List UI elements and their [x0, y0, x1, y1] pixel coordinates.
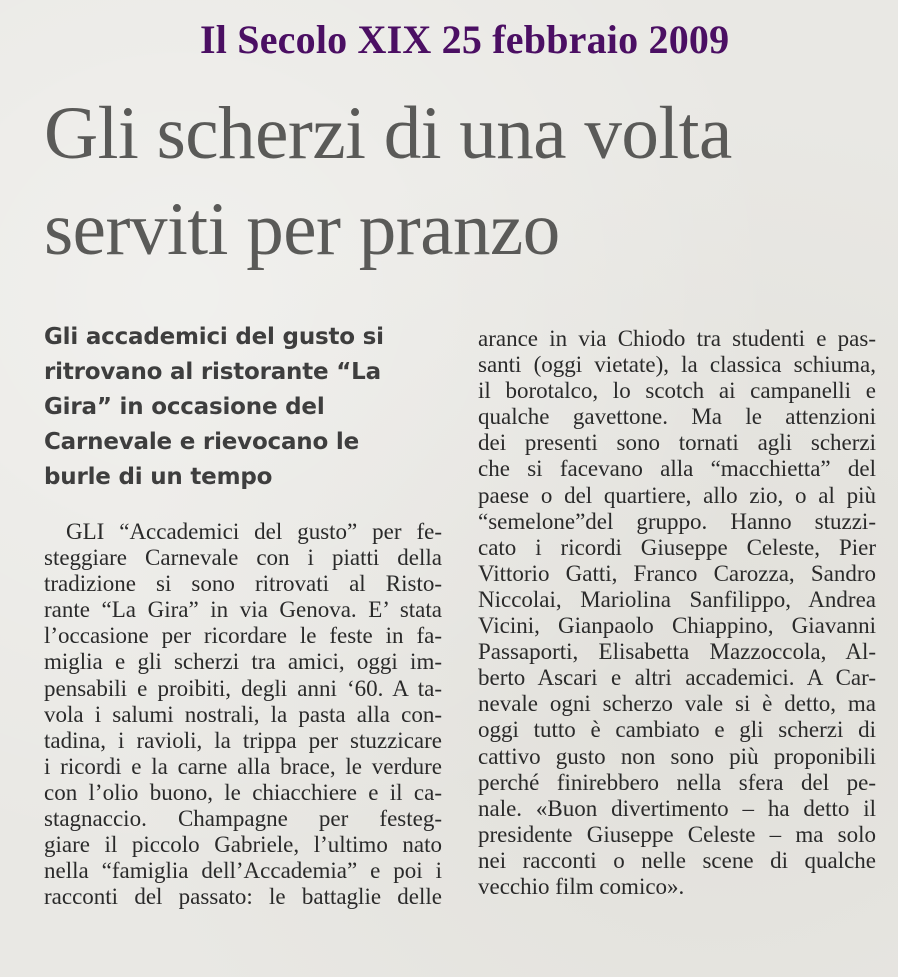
body-line: tadina, i ravioli, la trippa per stuzzicare — [44, 727, 442, 753]
source-caption: Il Secolo XIX 25 febbraio 2009 — [200, 17, 730, 62]
body-line: GLI “Accademici del gusto” per fe- — [66, 519, 442, 544]
body-line: racconti del passato: le battaglie delle — [44, 884, 442, 910]
body-line: nei racconti o nelle scene di qualche — [478, 847, 876, 873]
body-line: arance in via Chiodo tra studenti e pas- — [478, 326, 876, 351]
body-line: vola i salumi nostrali, la pasta alla con- — [44, 701, 442, 727]
subheadline-line: Carnevale e rievocano le — [44, 429, 359, 455]
body-line: cato i ricordi Giuseppe Celeste, Pier — [478, 534, 876, 560]
body-line: cattivo gusto non sono più proponibili — [478, 743, 876, 769]
body-line: rante “La Gira” in via Genova. E’ stata — [44, 597, 442, 623]
article-subheadline — [44, 320, 444, 495]
subheadline-line: Gli accademici del gusto si — [44, 324, 384, 350]
body-line: nevale ogni scherzo vale si è detto, ma — [478, 691, 876, 717]
body-line: pensabili e proibiti, degli anni ‘60. A ta- — [44, 675, 442, 701]
body-line: Niccolai, Mariolina Sanfilippo, Andrea — [478, 586, 876, 612]
subheadline-line: Gira” in occasione del — [44, 394, 325, 420]
subheadline-line: ritrovano al ristorante “La — [44, 359, 381, 385]
body-column-left — [44, 519, 442, 910]
body-line: Vicini, Gianpaolo Chiappino, Giavanni — [478, 613, 876, 639]
body-line: paese o del quartiere, allo zio, o al più — [478, 482, 876, 508]
subheadline-line: burle di un tempo — [44, 464, 273, 490]
article-headline — [44, 86, 884, 278]
body-line: vecchio film comico». — [478, 873, 685, 899]
body-line: tradizione si sono ritrovati al Risto- — [44, 571, 442, 597]
body-line: Passaporti, Elisabetta Mazzoccola, Al- — [478, 639, 876, 665]
body-line: perché finirebbero nella sfera del pe- — [478, 769, 876, 795]
body-line: presidente Giuseppe Celeste – ma solo — [478, 821, 876, 847]
body-line: oggi tutto è cambiato e gli scherzi di — [478, 717, 876, 743]
body-line: nella “famiglia dell’Accademia” e poi i — [44, 858, 442, 884]
body-line: l’occasione per ricordare le feste in fa- — [44, 623, 442, 649]
body-line: dei presenti sono tornati agli scherzi — [478, 430, 876, 456]
headline-line: serviti per pranzo — [44, 188, 560, 271]
body-line: stagnaccio. Champagne per festeg- — [44, 806, 442, 832]
body-line: qualche gavettone. Ma le attenzioni — [478, 404, 876, 430]
body-line: miglia e gli scherzi tra amici, oggi im- — [44, 649, 442, 675]
body-line: il borotalco, lo scotch ai campanelli e — [478, 378, 876, 404]
body-line: berto Ascari e altri accademici. A Car- — [478, 665, 876, 691]
body-line: “semelone”del gruppo. Hanno stuzzi- — [478, 508, 876, 534]
body-line: giare il piccolo Gabriele, l’ultimo nato — [44, 832, 442, 858]
body-line: nale. «Buon divertimento – ha detto il — [478, 795, 876, 821]
body-line: i ricordi e la carne alla brace, le verdure — [44, 753, 442, 779]
body-line: steggiare Carnevale con i piatti della — [44, 545, 442, 571]
body-line: Vittorio Gatti, Franco Carozza, Sandro — [478, 560, 876, 586]
body-line: santi (oggi vietate), la classica schiuma, — [478, 352, 876, 378]
body-line: con l’olio buono, le chiacchiere e il ca- — [44, 779, 442, 805]
body-line: che si facevano alla “macchietta” del — [478, 456, 876, 482]
body-column-right — [478, 326, 876, 900]
headline-line: Gli scherzi di una volta — [44, 92, 732, 175]
